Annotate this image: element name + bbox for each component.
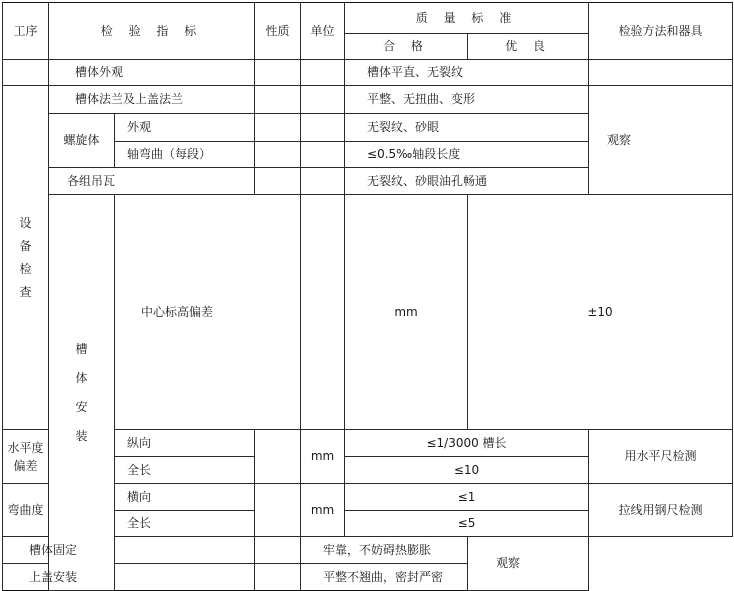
process-char: 检 — [19, 261, 32, 276]
unit-cell — [301, 60, 345, 86]
method-cell: 用水平尺检测 — [589, 430, 733, 484]
table-row — [3, 195, 733, 430]
standard-cell: 无裂纹、砂眼 — [345, 114, 589, 142]
sub-indicator-cell: 全长 — [115, 511, 255, 537]
standard-cell: 无裂纹、砂眼油孔畅通 — [345, 168, 589, 195]
unit-cell — [255, 564, 301, 591]
header-qualified: 合 格 — [345, 34, 468, 60]
method-observe-cell — [589, 86, 733, 195]
table-row — [3, 86, 733, 114]
sub-indicator-cell: 全长 — [115, 457, 255, 484]
method-cell: 拉线用钢尺检测 — [589, 484, 733, 537]
indicator-cell: 槽体固定 — [3, 537, 115, 564]
unit-cell — [255, 537, 301, 564]
header-process: 工序 — [3, 3, 49, 60]
level-group-cell — [3, 430, 49, 484]
bend-group-cell: 弯曲度 — [3, 484, 49, 537]
table-row — [3, 60, 733, 86]
unit-cell: mm — [301, 484, 345, 537]
process-char: 安 — [75, 399, 88, 414]
level-group-line: 水平度 — [7, 440, 44, 455]
header-excellent: 优 良 — [468, 34, 589, 60]
standard-cell: 平整、无扭曲、变形 — [345, 86, 589, 114]
header-method: 检验方法和器具 — [589, 3, 733, 60]
method-text: 观察 — [496, 556, 521, 570]
standard-cell: ≤10 — [345, 457, 589, 484]
process-char: 体 — [75, 370, 88, 385]
header-indicator: 检 验 指 标 — [49, 3, 255, 60]
header-quality-standard: 质 量 标 准 — [345, 3, 589, 34]
standard-cell: 牢靠，不妨碍热膨胀 — [301, 537, 468, 564]
unit-cell: mm — [345, 195, 468, 430]
standard-cell: ≤1/3000 槽长 — [345, 430, 589, 457]
sub-indicator-cell: 横向 — [115, 484, 255, 511]
standard-cell: ≤1 — [345, 484, 589, 511]
process-char: 设 — [19, 215, 32, 230]
process-tank-install — [49, 195, 115, 591]
indicator-cell: 上盖安装 — [3, 564, 115, 591]
nature-cell — [301, 195, 345, 430]
nature-cell — [255, 168, 301, 195]
standard-cell: ≤5 — [345, 511, 589, 537]
table-row — [3, 564, 733, 591]
process-char: 槽 — [75, 341, 88, 356]
nature-cell — [255, 86, 301, 114]
indicator-cell: 中心标高偏差 — [115, 195, 301, 430]
header-row-1 — [3, 3, 733, 34]
nature-cell — [255, 430, 301, 484]
sub-indicator-cell: 纵向 — [115, 430, 255, 457]
unit-cell — [301, 114, 345, 142]
nature-cell — [255, 60, 301, 86]
process-char: 备 — [19, 238, 32, 253]
level-group-line: 偏差 — [13, 458, 38, 473]
standard-cell: 平整不翘曲，密封严密 — [301, 564, 468, 591]
standard-cell: ±10 — [468, 195, 733, 430]
process-cell-empty — [3, 60, 49, 86]
nature-cell — [115, 537, 255, 564]
sub-indicator-cell: 轴弯曲（每段） — [115, 142, 255, 168]
standard-cell: 槽体平直、无裂纹 — [345, 60, 589, 86]
nature-cell — [255, 114, 301, 142]
indicator-cell: 槽体外观 — [49, 60, 255, 86]
unit-cell: mm — [301, 430, 345, 484]
method-cell — [589, 60, 733, 86]
unit-cell — [301, 86, 345, 114]
method-text: 观察 — [607, 132, 632, 147]
process-char: 装 — [75, 428, 88, 443]
sub-indicator-cell: 外观 — [115, 114, 255, 142]
nature-cell — [255, 142, 301, 168]
nature-cell — [115, 564, 255, 591]
inspection-standard-table — [2, 2, 733, 591]
process-equipment-check — [3, 86, 49, 430]
unit-cell — [301, 168, 345, 195]
header-nature: 性质 — [255, 3, 301, 60]
indicator-cell: 各组吊瓦 — [49, 168, 255, 195]
spiral-group-cell: 螺旋体 — [49, 114, 115, 168]
method-observe-cell — [468, 537, 589, 591]
nature-cell — [255, 484, 301, 537]
header-unit: 单位 — [301, 3, 345, 60]
table-row — [3, 537, 733, 564]
indicator-cell: 槽体法兰及上盖法兰 — [49, 86, 255, 114]
unit-cell — [301, 142, 345, 168]
process-char: 查 — [19, 284, 32, 299]
standard-cell: ≤0.5‰轴段长度 — [345, 142, 589, 168]
